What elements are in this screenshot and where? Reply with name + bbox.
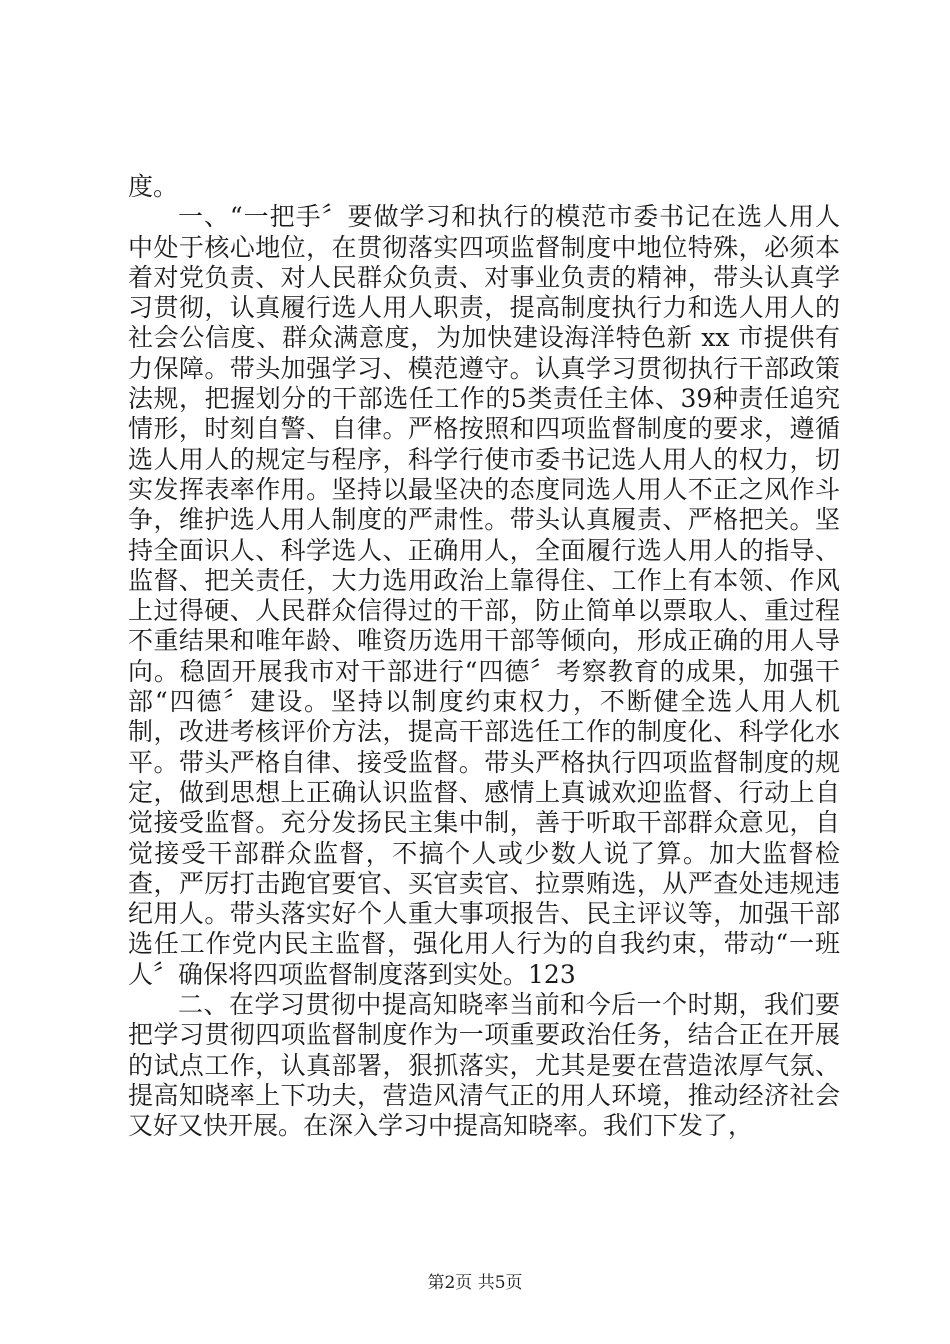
page-number-footer: 第2页 共5页 [427, 1273, 523, 1293]
paragraph-continuation: 度。 [128, 172, 179, 201]
paragraph-section-two: 二、在学习贯彻中提高知晓率当前和今后一个时期，我们要把学习贯彻四项监督制度作为一项重要政治任务，结合正在开展的试点工作，认真部署，狠抓落实，尤其是要在营造浓厚气氛、提高知晓率上下功夫，营造风清气正的用人环境，推动经济社会又好又快开展。在深入学习中提高知晓率。我们下发了， [128, 990, 840, 1141]
document-body [128, 172, 840, 1142]
paragraph-section-one: 一、“一把手〞要做学习和执行的模范市委书记在选人用人中处于核心地位，在贯彻落实四项监督制度中地位特殊，必须本着对党负责、对人民群众负责、对事业负责的精神，带头认真学习贯彻，认真履行选人用人职责，提高制度执行力和选人用人的社会公信度、群众满意度，为加快建设海洋特色新 xx 市提供有力保障。带头加强学习、模范遵守。认真学习贯彻执行干部政策法规，把握划分的干部选任工作的5类责任主体、39种责任追究情形，时刻自警、自律。严格按照和四项监督制度的要求，遵循选人用人的规定与程序，科学行使市委书记选人用人的权力，切实发挥表率作用。坚持以最坚决的态度同选人用人不正之风作斗争，维护选人用人制度的严肃性。带头认真履责、严格把关。坚持全面识人、科学选人、正确用人，全面履行选人用人的指导、监督、把关责任，大力选用政治上靠得住、工作上有本领、作风上过得硬、人民群众信得过的干部，防止简单以票取人、重过程不重结果和唯年龄、唯资历选用干部等倾向，形成正确的用人导向。稳固开展我市对干部进行“四德〞考察教育的成果，加强干部“四德〞建设。坚持以制度约束权力，不断健全选人用人机制，改进考核评价方法，提高干部选任工作的制度化、科学化水平。带头严格自律、接受监督。带头严格执行四项监督制度的规定，做到思想上正确认识监督、感情上真诚欢迎监督、行动上自觉接受监督。充分发扬民主集中制，善于听取干部群众意见，自觉接受干部群众监督，不搞个人或少数人说了算。加大监督检查，严厉打击跑官要官、买官卖官、拉票贿选，从严查处违规违纪用人。带头落实好个人重大事项报告、民主评议等，加强干部选任工作党内民主监督，强化用人行为的自我约束，带动“一班人〞确保将四项监督制度落到实处。123 [128, 202, 840, 989]
